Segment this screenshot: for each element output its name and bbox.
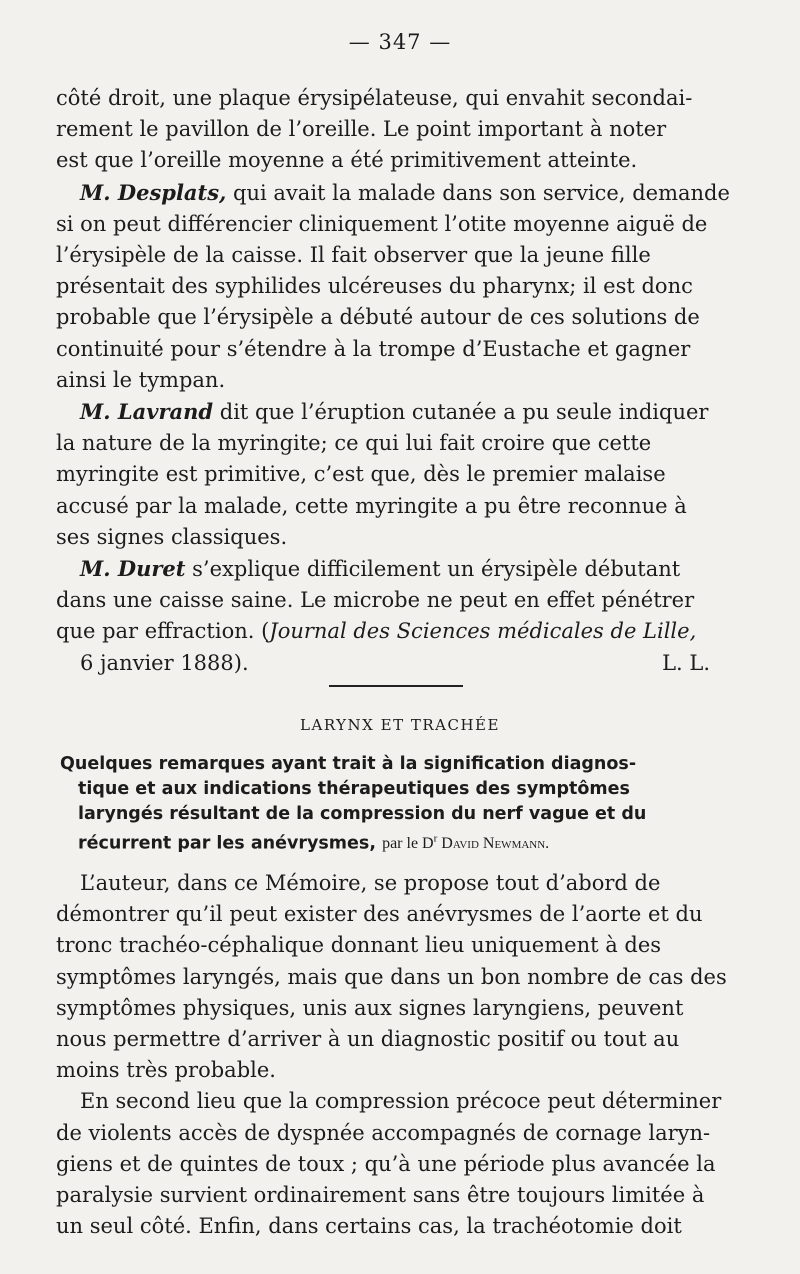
article-author: par le $D^r$ David Newmann. [382,833,550,853]
speaker-name: M. Duret [80,556,186,582]
paragraph-lavrand: M. Lavrand dit que l’éruption cutanée a pu seule indiquer la nature de la myringite; ce qui lui fait croire que cette myringite est primitive, c’est que, dès le premier malaise accusé par la malade, cette myringite a pu être reconnue à ses signes classiques. [56,399,709,549]
text-block-review [56,868,742,1242]
paragraph-duret: M. Duret s’explique difficilement un érysipèle débutant dans une caisse saine. Le microbe ne peut en effet pénétrer que par effraction. (Journal des Sciences médicales de Lille, 6 janvier 1888). L. L. [56,553,742,679]
section-divider [329,685,463,687]
paragraph-review-1: L’auteur, dans ce Mémoire, se propose tout d’abord de démontrer qu’il peut exister des anévrysmes de l’aorte et du tronc trachéo-céphalique donnant lieu uniquement à des symptômes laryngés, mais que dans un bon nombre de cas des symptômes physiques, unis aux signes laryngiens, peuvent nous permettre d’arriver à un diagnostic positif ou tout au moins très probable. [56,871,727,1083]
speaker-name: M. Desplats, [80,179,227,205]
signature: L. L. [662,650,710,675]
section-heading: LARYNX ET TRACHÉE [300,716,500,734]
citation-date: 6 janvier 1888). [80,650,249,675]
paragraph-desplats: M. Desplats, qui avait la malade dans son service, demande si on peut différencier cliniquement l’otite moyenne aiguë de l’érysipèle de la caisse. Il fait observer que la jeune fille présentait des syphilides ulcéreuses du pharynx; il est donc probable que l’érysipèle a débuté autour de ces solutions de continuité pour s’étendre à la trompe d’Eustache et gagner ainsi le tympan. [56,179,730,392]
page-number: — 347 — [348,30,452,54]
journal-citation: Journal des Sciences médicales de Lille, [269,619,697,644]
paragraph-continuation: côté droit, une plaque érysipélateuse, qui envahit secondai- rement le pavillon de l’oreille. Le point important à noter est que l’oreille moyenne a été primitivement atteinte. [56,86,693,173]
paragraph-review-2: En second lieu que la compression précoce peut déterminer de violents accès de dyspnée accompagnés de cornage laryn- giens et de quintes de toux ; qu’à une période plus avancée la paralysie survient ordinairement sans être toujours limitée à un seul côté. Enfin, dans certains cas, la trachéotomie doit [56,1089,722,1239]
article-title: Quelques remarques ayant trait à la signification diagnos- tique et aux indications thérapeutiques des symptômes laryngés résultant de la compression du nerf vague et du récurrent par les anévrysmes, par le $D^r$ David Newmann. [60,754,647,854]
speaker-name: M. Lavrand [80,399,214,425]
text-block-discussion [56,83,742,679]
